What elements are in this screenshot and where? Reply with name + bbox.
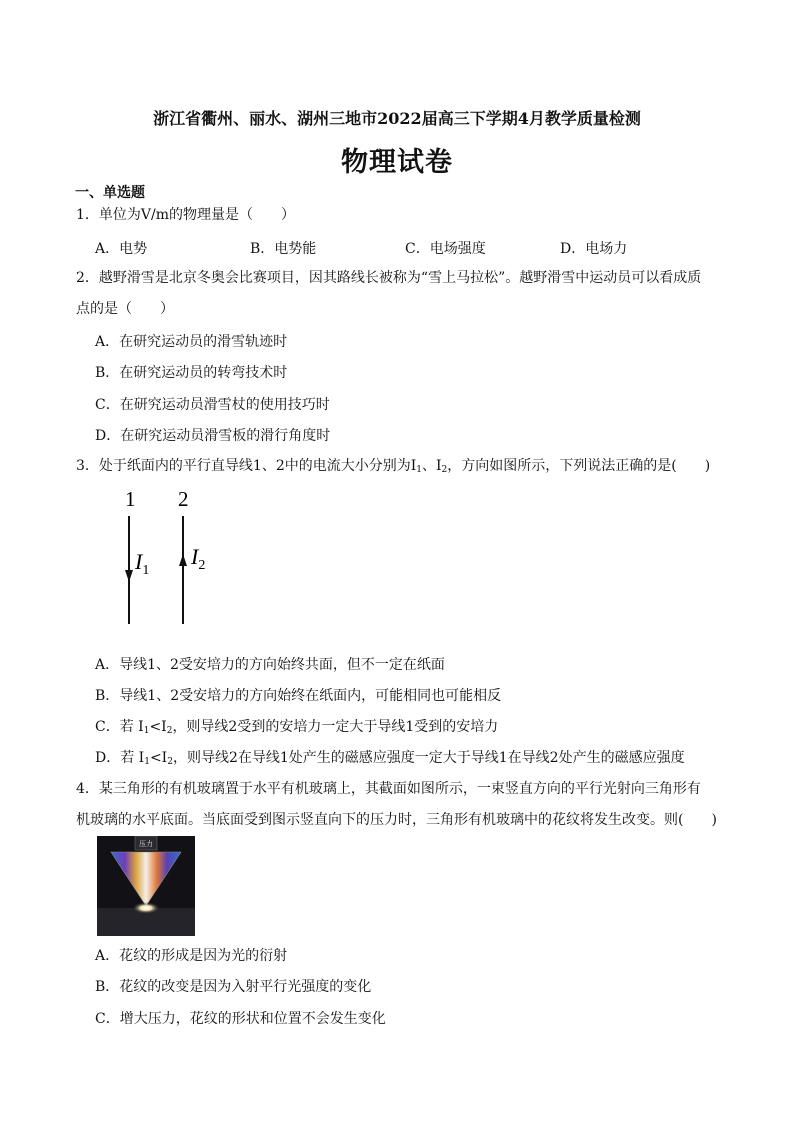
wire-1-label: 1 [125, 487, 136, 511]
wire-1-arrow-down [125, 570, 133, 582]
question-2-stem-line1: 2．越野滑雪是北京冬奥会比赛项目，因其路线长被称为“雪上马拉松”。越野滑雪中运动员可以看成质 [76, 270, 702, 286]
question-4-stem-line2: 机玻璃的水平底面。当底面受到图示竖直向下的压力时，三角形有机玻璃中的花纹将发生改变。则( ) [76, 812, 717, 828]
q4-option-a[interactable]: A．花纹的形成是因为光的衍射 [95, 948, 288, 964]
q3-option-d[interactable]: D．若 $I_1<I_2$，则导线2在导线1处产生的磁感应强度一定大于导线1在导线2处产生的磁感应强度 [95, 750, 685, 767]
q2-option-a[interactable]: A．在研究运动员的滑雪轨迹时 [95, 334, 288, 350]
question-3-stem: 3．处于纸面内的平行直导线1、2中的电流大小分别为$I_1$、$I_2$，方向如图所示，下列说法正确的是( ) [76, 458, 711, 475]
photoelastic-pattern-image [97, 836, 195, 936]
pressure-label: 压力 [139, 840, 153, 848]
wire-2-label: 2 [178, 487, 189, 511]
exam-title: 浙江省衢州、丽水、湖州三地市2022届高三下学期4月教学质量检测 [153, 109, 641, 128]
q2-option-d[interactable]: D．在研究运动员滑雪板的滑行角度时 [95, 428, 331, 444]
question-2-stem-line2: 点的是（ ） [76, 301, 174, 317]
current-2-label: $I_2$ [191, 544, 206, 573]
q4-option-c[interactable]: C．增大压力，花纹的形状和位置不会发生变化 [95, 1011, 386, 1027]
q1-option-d[interactable]: D．电场力 [560, 241, 628, 257]
q1-option-b[interactable]: B．电势能 [250, 241, 317, 257]
q1-option-a[interactable]: A．电势 [95, 241, 148, 257]
exam-subject: 物理试卷 [341, 147, 453, 178]
q4-option-b[interactable]: B．花纹的改变是因为入射平行光强度的变化 [95, 979, 372, 995]
photoelastic-prism-photo [97, 836, 195, 936]
q2-option-c[interactable]: C．在研究运动员滑雪杖的使用技巧时 [95, 397, 330, 413]
question-1-stem: 1．单位为V/m的物理量是（ ） [76, 207, 296, 223]
q3-option-b[interactable]: B．导线1、2受安培力的方向始终在纸面内，可能相同也可能相反 [95, 688, 502, 704]
q2-option-b[interactable]: B．在研究运动员的转弯技术时 [95, 365, 288, 381]
section-heading: 一、单选题 [75, 185, 145, 201]
current-1-label: $I_1$ [135, 549, 150, 578]
q3-option-a[interactable]: A．导线1、2受安培力的方向始终共面，但不一定在纸面 [95, 657, 445, 673]
question-4-stem-line1: 4．某三角形的有机玻璃置于水平有机玻璃上，其截面如图所示，一束竖直方向的平行光射向三角形有 [76, 781, 701, 797]
q1-option-c[interactable]: C．电场强度 [405, 241, 486, 257]
wire-2-arrow-up [179, 554, 187, 566]
parallel-wires-figure [112, 484, 222, 630]
q3-option-c[interactable]: C．若 $I_1<I_2$，则导线2受到的安培力一定大于导线1受到的安培力 [95, 719, 499, 736]
